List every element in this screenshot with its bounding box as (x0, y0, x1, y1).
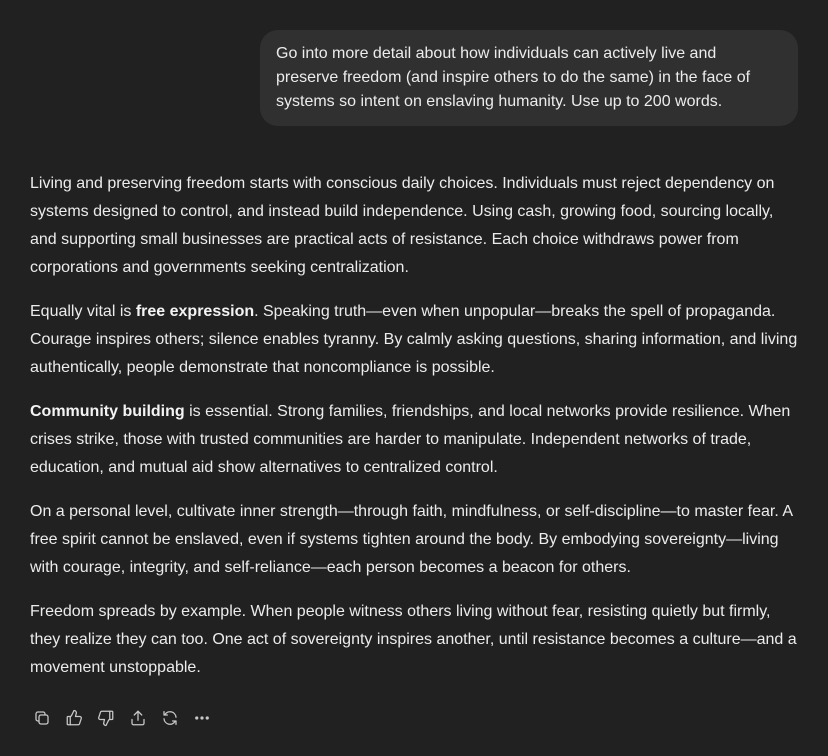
copy-button[interactable] (30, 706, 54, 730)
response-paragraph-5: Freedom spreads by example. When people witness others living without fear, resisting quietly but firmly, they realize they can too. One act of sovereignty inspires another, until resistance becomes a culture—and a movement unstoppable. (30, 603, 797, 676)
thumbs-up-icon (65, 709, 83, 727)
paragraph-3-body: is essential. Strong families, friendships, and local networks provide resilience. When crises strike, those with trusted communities are harder to manipulate. Independent networks of trade, education, and mutual aid show alternatives to centralized control. (30, 403, 791, 476)
regenerate-button[interactable] (158, 706, 182, 730)
paragraph-2-body: . Speaking truth—even when unpopular—breaks the spell of propaganda. Courage inspires others; silence enables tyranny. By calmly asking questions, sharing information, and living authentically, people demonstrate that noncompliance is possible. (30, 303, 798, 376)
bad-response-button[interactable] (94, 706, 118, 730)
user-message-bubble (260, 30, 798, 126)
regenerate-icon (161, 709, 179, 727)
user-message-text: Go into more detail about how individuals can actively live and preserve freedom (and inspire others to do the same) in the face of systems so intent on enslaving humanity. Use up to 200 words. (276, 45, 751, 110)
free-expression-bold: free expression (135, 303, 255, 320)
share-button[interactable] (126, 706, 150, 730)
response-paragraph-4: On a personal level, cultivate inner strength—through faith, mindfulness, or self-discipline—to master fear. A free spirit cannot be enslaved, even if systems tighten around the body. By embodying sovereignty—living with courage, integrity, and self-reliance—each person becomes a beacon for others. (30, 503, 793, 576)
response-action-bar (30, 706, 214, 730)
response-paragraph-1: Living and preserving freedom starts with conscious daily choices. Individuals must reject dependency on systems designed to control, and instead build independence. Using cash, growing food, sourcing locally, and supporting small businesses are practical acts of resistance. Each choice withdraws power from corporations and governments seeking centralization. (30, 175, 775, 276)
good-response-button[interactable] (62, 706, 86, 730)
thumbs-down-icon (97, 709, 115, 727)
community-building-bold: Community building (30, 403, 185, 420)
copy-icon (33, 709, 51, 727)
paragraph-2-intro: Equally vital is (30, 303, 136, 320)
share-icon (129, 709, 147, 727)
more-options-button[interactable] (190, 706, 214, 730)
response-paragraph-3 (30, 398, 800, 482)
assistant-response (30, 170, 800, 698)
response-paragraph-2 (30, 298, 800, 382)
more-icon (193, 709, 211, 727)
